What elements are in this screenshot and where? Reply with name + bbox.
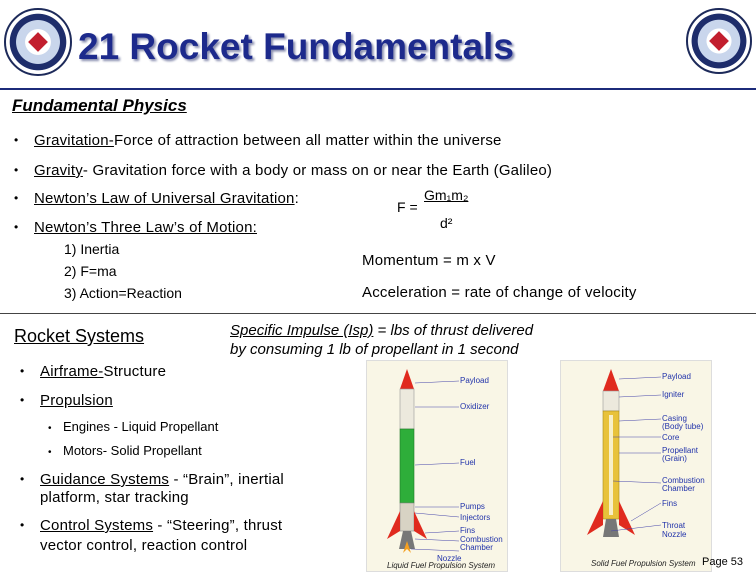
civil-air-patrol-seal-right bbox=[686, 8, 752, 74]
guidance-term: Guidance Systems bbox=[40, 471, 170, 488]
universal-gravitation-term: Newton’s Law of Universal Gravitation bbox=[34, 190, 295, 207]
engines-text: Engines - Liquid Propellant bbox=[63, 419, 219, 434]
header-divider bbox=[0, 88, 756, 90]
rocket-systems-heading: Rocket Systems bbox=[14, 326, 145, 346]
guidance-line2: platform, star tracking bbox=[40, 489, 189, 506]
universal-gravitation-text: : bbox=[294, 190, 299, 207]
solid-caption: Solid Fuel Propulsion System bbox=[591, 559, 696, 568]
label-nozzle-liquid: Nozzle bbox=[437, 554, 462, 563]
label-combustion-liquid: Combustion Chamber bbox=[460, 535, 503, 552]
isp-term: Specific Impulse (Isp) bbox=[230, 322, 374, 339]
slide-title: 21 Rocket Fundamentals bbox=[78, 26, 514, 67]
propulsion-engines: • Engines - Liquid Propellant bbox=[48, 419, 219, 434]
bullet-three-laws: • Newton’s Three Law’s of Motion: bbox=[14, 219, 257, 236]
label-injectors: Injectors bbox=[460, 513, 491, 522]
law-f-ma: 2) F=ma bbox=[64, 263, 117, 279]
airframe-term: Airframe- bbox=[40, 363, 104, 380]
control-line2: vector control, reaction control bbox=[40, 537, 248, 554]
formula-lhs: F = bbox=[397, 199, 418, 215]
label-fins-liquid: Fins bbox=[460, 526, 476, 535]
guidance-text: - “Brain”, inertial bbox=[169, 471, 284, 488]
page-number: Page 53 bbox=[702, 556, 743, 568]
gravitation-term: Gravitation- bbox=[34, 132, 114, 149]
airframe-text: Structure bbox=[103, 363, 167, 380]
formula-numerator: Gm₁m₂ bbox=[424, 187, 469, 203]
label-nozzle-solid: Nozzle bbox=[662, 530, 687, 539]
solid-fuel-diagram bbox=[560, 360, 712, 572]
isp-definition bbox=[230, 322, 533, 339]
propulsion-motors: • Motors- Solid Propellant bbox=[48, 443, 202, 458]
gravitation-text: Force of attraction between all matter within the universe bbox=[113, 132, 502, 149]
bullet-gravitation: • Gravitation-Force of attraction between all matter within the universe bbox=[14, 132, 502, 149]
label-casing: Casing (Body tube) bbox=[662, 414, 704, 431]
label-payload-solid: Payload bbox=[662, 372, 691, 381]
control-term: Control Systems bbox=[40, 517, 154, 534]
liquid-fuel-diagram bbox=[366, 360, 508, 572]
momentum-formula: Momentum = m x V bbox=[362, 252, 496, 269]
gravity-text: - Gravitation force with a body or mass on or near the Earth (Galileo) bbox=[82, 162, 553, 179]
label-fins-solid: Fins bbox=[662, 499, 678, 508]
liquid-caption: Liquid Fuel Propulsion System bbox=[387, 561, 496, 570]
bullet-universal-gravitation: • Newton’s Law of Universal Gravitation: bbox=[14, 190, 299, 207]
label-pumps: Pumps bbox=[460, 502, 485, 511]
label-fuel: Fuel bbox=[460, 458, 476, 467]
three-laws-term: Newton’s Three Law’s of Motion: bbox=[34, 219, 257, 236]
fundamental-physics-heading: Fundamental Physics bbox=[12, 96, 187, 115]
isp-line1: = lbs of thrust delivered bbox=[373, 322, 534, 339]
label-payload-liquid: Payload bbox=[460, 376, 489, 385]
acceleration-definition: Acceleration = rate of change of velocity bbox=[362, 284, 637, 301]
label-oxidizer: Oxidizer bbox=[460, 402, 490, 411]
bullet-guidance: • Guidance Systems - “Brain”, inertial bbox=[20, 471, 284, 488]
formula-denominator: d² bbox=[440, 215, 453, 231]
label-combustion-solid: Combustion Chamber bbox=[662, 476, 705, 493]
bullet-airframe: • Airframe-Structure bbox=[20, 363, 167, 380]
bullet-propulsion: • Propulsion bbox=[20, 392, 113, 409]
label-propellant: Propellant (Grain) bbox=[662, 446, 699, 463]
civil-air-patrol-seal-left bbox=[4, 8, 72, 76]
motors-text: Motors- Solid Propellant bbox=[63, 443, 202, 458]
control-text: - “Steering”, thrust bbox=[153, 517, 283, 534]
law-inertia: 1) Inertia bbox=[64, 241, 120, 257]
gravity-term: Gravity bbox=[34, 162, 83, 179]
isp-line2: by consuming 1 lb of propellant in 1 second bbox=[230, 341, 519, 358]
law-action-reaction: 3) Action=Reaction bbox=[64, 285, 182, 301]
propulsion-term: Propulsion bbox=[40, 392, 113, 409]
bullet-gravity: • Gravity- Gravitation force with a body or mass on or near the Earth (Galileo) bbox=[14, 162, 553, 179]
section-divider bbox=[0, 313, 756, 314]
label-core: Core bbox=[662, 433, 680, 442]
bullet-control: • Control Systems - “Steering”, thrust bbox=[20, 517, 283, 534]
label-throat: Throat bbox=[662, 521, 686, 530]
label-igniter: Igniter bbox=[662, 390, 685, 399]
